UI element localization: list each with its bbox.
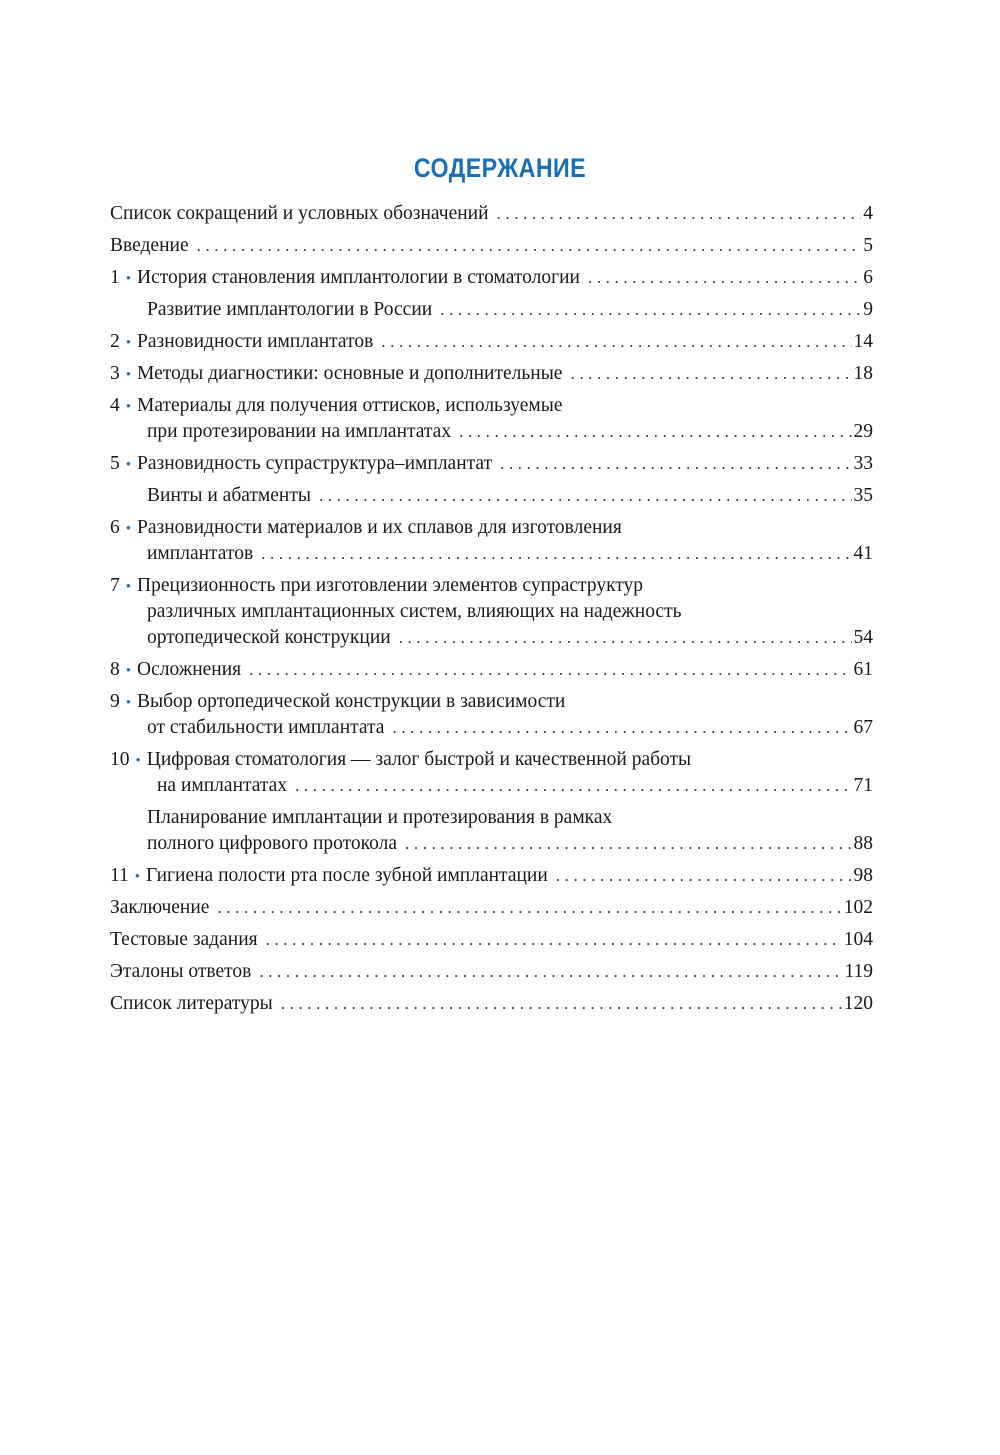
- toc-entry-title: различных имплантационных систем, влияющих на надежность: [147, 601, 682, 622]
- bullet-icon: •: [134, 869, 141, 885]
- toc-entry-title: Разновидность супраструктура–имплантат: [137, 453, 493, 474]
- dot-leader: [405, 831, 851, 857]
- bullet-icon: •: [125, 367, 132, 383]
- page-number: 4: [863, 203, 873, 224]
- page-number: 67: [853, 717, 873, 738]
- chapter-number: 8: [110, 659, 120, 680]
- bullet-icon: •: [135, 753, 141, 769]
- bullet-icon: •: [125, 335, 132, 351]
- dot-leader: [440, 297, 861, 323]
- page-number: 35: [853, 485, 873, 506]
- bullet-icon: •: [125, 663, 132, 679]
- toc-entry[interactable]: [110, 895, 873, 927]
- page-number: 119: [844, 961, 873, 982]
- dot-leader: [399, 625, 852, 651]
- bullet-icon: •: [125, 695, 132, 711]
- dot-leader: [381, 329, 851, 355]
- toc-entry[interactable]: [110, 689, 873, 747]
- toc-entry[interactable]: [110, 959, 873, 991]
- toc-entry[interactable]: [110, 927, 873, 959]
- toc-entry-title: от стабильности имплантата: [147, 717, 385, 738]
- toc-entry-title: Разновидности материалов и их сплавов для изготовления: [137, 517, 622, 538]
- dot-leader: [249, 657, 851, 683]
- dot-leader: [556, 863, 852, 889]
- dot-leader: [588, 265, 861, 291]
- toc-entry[interactable]: [110, 573, 873, 657]
- dot-leader: [295, 773, 851, 799]
- page-number: 18: [853, 363, 873, 384]
- toc-entry-title: на имплантатах: [157, 775, 288, 796]
- toc-entry-title: Введение: [110, 235, 189, 256]
- page-number: 54: [853, 627, 873, 648]
- page-number: 61: [853, 659, 873, 680]
- page-number: 104: [843, 929, 873, 950]
- page-number: 120: [843, 993, 873, 1014]
- chapter-number: 5: [110, 453, 120, 474]
- dot-leader: [392, 715, 851, 741]
- dot-leader: [217, 895, 841, 921]
- toc-entry[interactable]: [110, 329, 873, 361]
- toc-entry-title: Методы диагностики: основные и дополнительные: [137, 363, 563, 384]
- page-number: 71: [853, 775, 873, 796]
- dot-leader: [261, 541, 851, 567]
- bullet-icon: •: [125, 271, 132, 287]
- toc-entry-title: полного цифрового протокола: [147, 833, 398, 854]
- chapter-number: 10: [110, 749, 130, 770]
- toc-entry-title: Список сокращений и условных обозначений: [110, 203, 489, 224]
- toc-entry-title: Развитие имплантологии в России: [147, 299, 433, 320]
- toc-entry[interactable]: [110, 747, 873, 805]
- bullet-icon: •: [125, 399, 132, 415]
- page-number: 5: [863, 235, 873, 256]
- bullet-icon: •: [125, 457, 132, 473]
- dot-leader: [281, 991, 842, 1017]
- chapter-number: 6: [110, 517, 120, 538]
- toc-entry-title: Эталоны ответов: [110, 961, 252, 982]
- page-number: 6: [863, 267, 873, 288]
- toc-entry-title: Винты и абатменты: [147, 485, 311, 506]
- page-number: 102: [843, 897, 873, 918]
- dot-leader: [266, 927, 842, 953]
- dot-leader: [500, 451, 851, 477]
- chapter-number: 7: [110, 575, 120, 596]
- dot-leader: [197, 233, 862, 259]
- toc-entry-title: Выбор ортопедической конструкции в зависимости: [137, 691, 566, 712]
- page-number: 29: [853, 421, 873, 442]
- page-number: 41: [853, 543, 873, 564]
- chapter-number: 11: [110, 865, 129, 886]
- toc-entry-title: Материалы для получения оттисков, используемые: [137, 395, 563, 416]
- page-number: 14: [853, 331, 873, 352]
- toc-entry[interactable]: [110, 393, 873, 451]
- toc-entry[interactable]: [110, 483, 873, 515]
- bullet-icon: •: [125, 521, 132, 537]
- chapter-number: 4: [110, 395, 120, 416]
- toc-entry-title: Осложнения: [137, 659, 242, 680]
- dot-leader: [319, 483, 852, 509]
- toc-entry[interactable]: [110, 515, 873, 573]
- toc-entry[interactable]: [110, 297, 873, 329]
- toc-entry[interactable]: [110, 991, 873, 1023]
- chapter-number: 3: [110, 363, 120, 384]
- toc-entry[interactable]: [110, 361, 873, 393]
- toc-entry-title: Цифровая стоматология — залог быстрой и качественной работы: [146, 749, 692, 770]
- page-number: 33: [853, 453, 873, 474]
- page-title: СОДЕРЖАНИЕ: [413, 153, 587, 183]
- toc-entry-title: Гигиена полости рта после зубной имплантации: [146, 865, 548, 886]
- toc-entry-title: Список литературы: [110, 993, 273, 1014]
- toc-entry-title: имплантатов: [147, 543, 254, 564]
- dot-leader: [570, 361, 851, 387]
- dot-leader: [459, 419, 851, 445]
- page-number: 98: [853, 865, 873, 886]
- toc-entry-title: Тестовые задания: [110, 929, 258, 950]
- toc-entry-title: Планирование имплантации и протезирования в рамках: [147, 807, 613, 828]
- table-of-contents: [110, 201, 873, 1023]
- toc-entry-title: Прецизионность при изготовлении элементов супраструктур: [137, 575, 644, 596]
- dot-leader: [497, 201, 862, 227]
- chapter-number: 2: [110, 331, 120, 352]
- toc-entry-title: История становления имплантологии в стоматологии: [137, 267, 580, 288]
- page-number: 88: [853, 833, 873, 854]
- toc-entry-title: при протезировании на имплантатах: [147, 421, 452, 442]
- toc-entry[interactable]: [110, 657, 873, 689]
- bullet-icon: •: [125, 579, 132, 595]
- toc-entry[interactable]: [110, 805, 873, 863]
- chapter-number: 1: [110, 267, 120, 288]
- dot-leader: [259, 959, 842, 985]
- toc-entry[interactable]: [110, 265, 873, 297]
- toc-entry-title: Разновидности имплантатов: [137, 331, 374, 352]
- toc-entry[interactable]: [110, 201, 873, 233]
- toc-entry-title: Заключение: [110, 897, 210, 918]
- toc-entry[interactable]: [110, 451, 873, 483]
- toc-entry-title: ортопедической конструкции: [147, 627, 391, 648]
- toc-entry[interactable]: [110, 233, 873, 265]
- page-number: 9: [863, 299, 873, 320]
- chapter-number: 9: [110, 691, 120, 712]
- toc-entry[interactable]: [110, 863, 873, 895]
